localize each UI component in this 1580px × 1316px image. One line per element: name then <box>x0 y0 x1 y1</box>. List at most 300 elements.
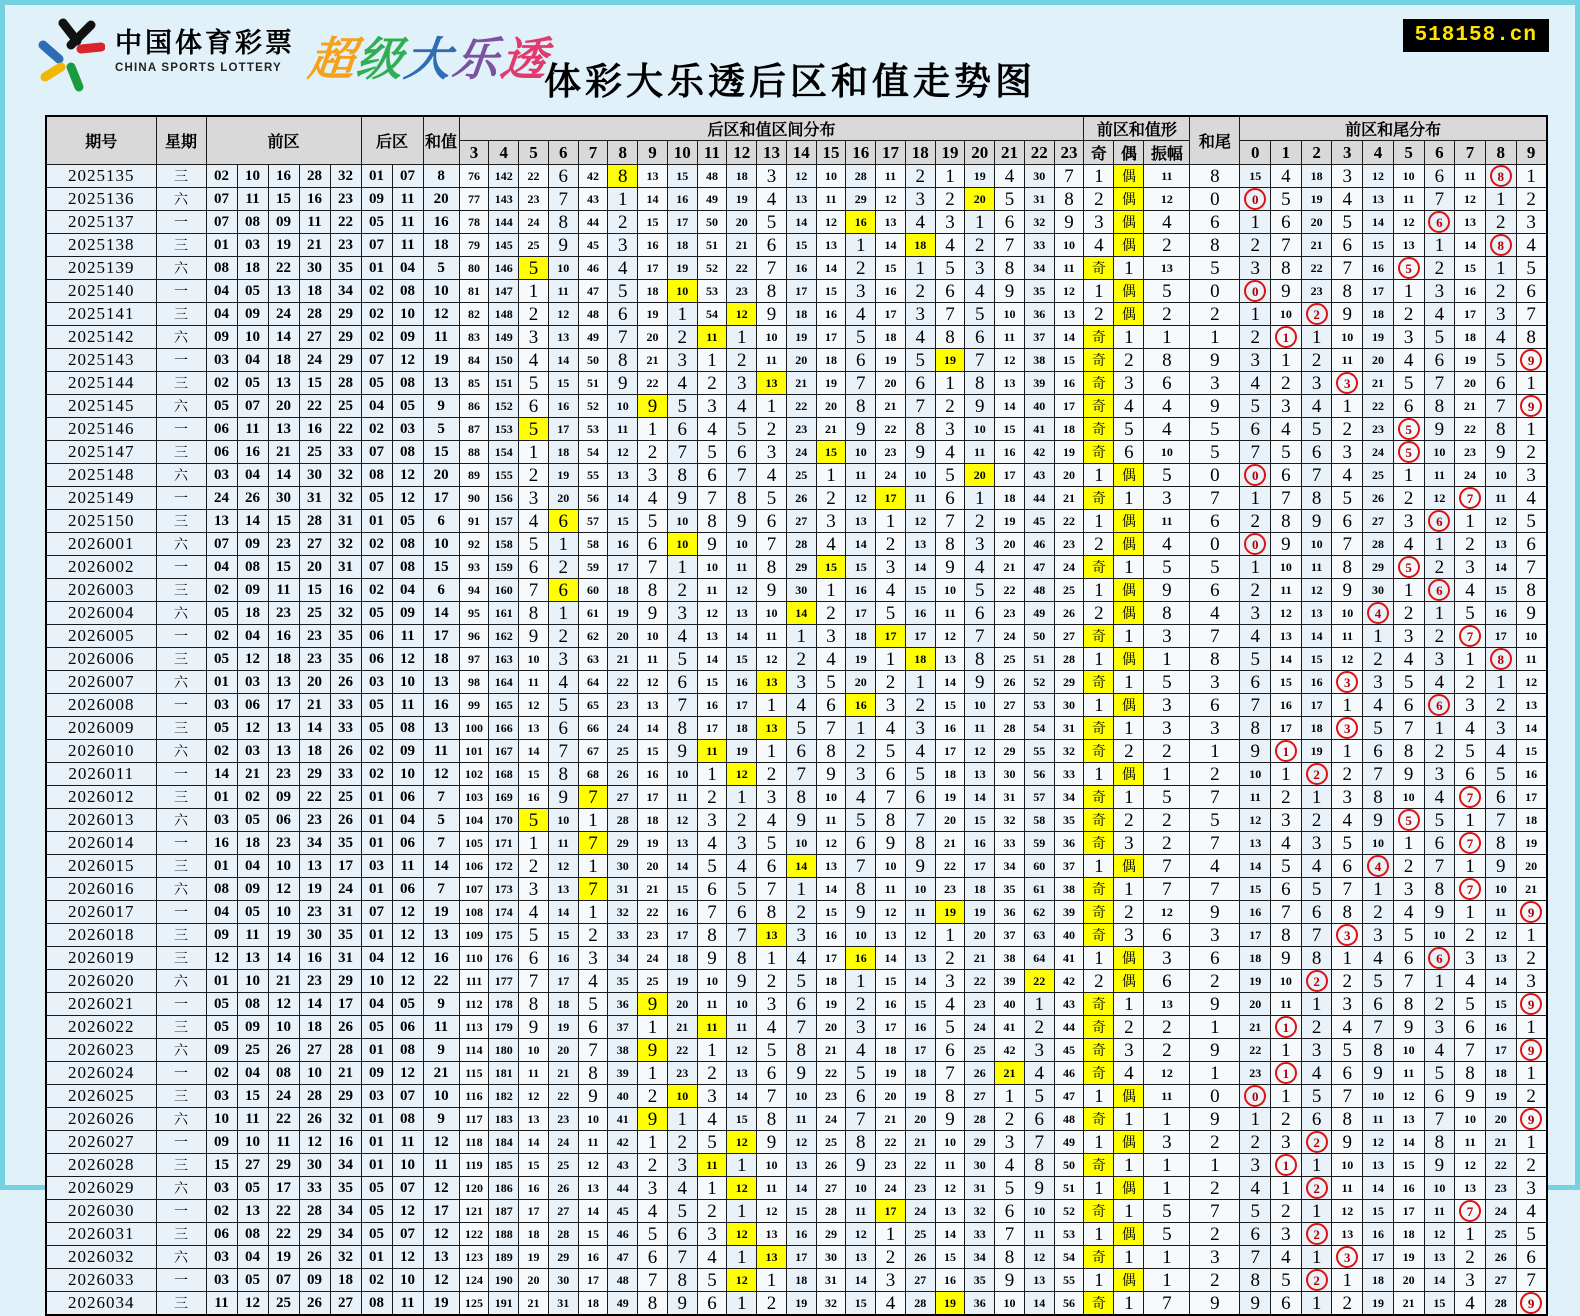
table-row <box>46 809 1547 832</box>
front-number-cell: 25 <box>237 1039 268 1062</box>
mid-miss-cell: 13 <box>846 1246 876 1269</box>
even-cell: 偶 <box>1114 1131 1144 1154</box>
mid-miss-cell: 7 <box>727 924 757 947</box>
tail-miss-cell: 18 <box>1301 165 1332 188</box>
tail-miss-cell: 21 <box>1393 1292 1424 1316</box>
mid-miss-cell: 7 <box>578 1039 608 1062</box>
tail-miss-cell: 1 <box>1516 372 1547 395</box>
front-number-cell: 19 <box>268 234 299 257</box>
mid-miss-cell: 4 <box>519 349 549 372</box>
tail-miss-cell: 13 <box>1301 602 1332 625</box>
amplitude-cell: 1 <box>1144 1246 1190 1269</box>
sum-tail-cell: 7 <box>1190 1200 1240 1223</box>
mid-miss-cell: 31 <box>995 786 1025 809</box>
mid-miss-cell: 24 <box>995 625 1025 648</box>
tail-miss-cell: 8 <box>1301 487 1332 510</box>
mid-miss-cell: 6 <box>876 763 906 786</box>
mid-miss-cell: 10 <box>995 1292 1025 1316</box>
sum-cell: 12 <box>423 1131 459 1154</box>
mid-miss-cell: 9 <box>965 395 995 418</box>
mid-miss-cell: 1 <box>578 809 608 832</box>
front-number-cell: 03 <box>206 1177 237 1200</box>
week-cell: 三 <box>156 234 206 257</box>
back-number-cell: 05 <box>392 510 423 533</box>
mid-miss-cell: 85 <box>459 372 489 395</box>
product-char: 级 <box>353 33 408 85</box>
mid-miss-cell: 25 <box>519 234 549 257</box>
back-number-cell: 05 <box>361 372 392 395</box>
mid-hit-cell: 18 <box>905 234 935 257</box>
mid-miss-cell: 4 <box>905 326 935 349</box>
header-tail-col: 9 <box>1516 141 1547 165</box>
tail-hit-circle: 1 <box>1275 1062 1297 1084</box>
front-number-cell: 29 <box>299 763 330 786</box>
front-number-cell: 30 <box>299 1154 330 1177</box>
tail-miss-cell: 8 <box>1240 1269 1271 1292</box>
front-number-cell: 24 <box>330 878 361 901</box>
front-number-cell: 22 <box>268 1223 299 1246</box>
mid-miss-cell: 3 <box>519 878 549 901</box>
tail-hit-circle: 9 <box>1520 993 1542 1015</box>
mid-miss-cell: 11 <box>846 1200 876 1223</box>
tail-miss-cell: 24 <box>1363 441 1394 464</box>
amplitude-cell: 2 <box>1144 1016 1190 1039</box>
front-number-cell: 13 <box>299 855 330 878</box>
tail-miss-cell: 7 <box>1424 855 1455 878</box>
tail-hit-cell <box>1363 855 1394 878</box>
front-number-cell: 14 <box>206 763 237 786</box>
tail-hit-circle: 5 <box>1398 418 1420 440</box>
tail-miss-cell: 17 <box>1363 280 1394 303</box>
week-cell: 三 <box>156 947 206 970</box>
header-mid-col: 6 <box>548 141 578 165</box>
amplitude-cell: 11 <box>1144 165 1190 188</box>
front-number-cell: 08 <box>268 1062 299 1085</box>
tail-miss-cell: 5 <box>1393 924 1424 947</box>
mid-miss-cell: 3 <box>638 464 668 487</box>
mid-miss-cell: 177 <box>489 970 519 993</box>
front-number-cell: 08 <box>237 211 268 234</box>
week-cell: 一 <box>156 763 206 786</box>
front-number-cell: 14 <box>299 717 330 740</box>
even-cell: 4 <box>1114 1062 1144 1085</box>
tail-miss-cell: 4 <box>1240 625 1271 648</box>
mid-miss-cell: 12 <box>935 625 965 648</box>
mid-miss-cell: 110 <box>459 947 489 970</box>
tail-miss-cell: 4 <box>1516 1200 1547 1223</box>
table-row <box>46 855 1547 878</box>
tail-miss-cell: 24 <box>1485 1200 1516 1223</box>
table-row <box>46 211 1547 234</box>
mid-miss-cell: 40 <box>1024 395 1054 418</box>
mid-hit-cell: 6 <box>548 579 578 602</box>
front-number-cell: 27 <box>299 1039 330 1062</box>
even-cell: 1 <box>1114 1246 1144 1269</box>
amplitude-cell: 5 <box>1144 1223 1190 1246</box>
sum-tail-cell: 1 <box>1190 1016 1240 1039</box>
front-number-cell: 22 <box>299 395 330 418</box>
week-cell: 六 <box>156 188 206 211</box>
mid-miss-cell: 53 <box>578 418 608 441</box>
tail-miss-cell: 1 <box>1516 418 1547 441</box>
back-number-cell: 11 <box>392 211 423 234</box>
header-mid-col: 19 <box>935 141 965 165</box>
front-number-cell: 13 <box>268 418 299 441</box>
issue-cell: 2026003 <box>46 579 156 602</box>
mid-miss-cell: 5 <box>727 878 757 901</box>
mid-miss-cell: 49 <box>1054 1131 1084 1154</box>
mid-miss-cell: 29 <box>1054 671 1084 694</box>
tail-miss-cell: 8 <box>1363 1039 1394 1062</box>
tail-miss-cell: 17 <box>1393 1200 1424 1223</box>
tail-miss-cell: 8 <box>1424 878 1455 901</box>
mid-hit-cell: 19 <box>935 901 965 924</box>
mid-miss-cell: 44 <box>1054 1016 1084 1039</box>
mid-miss-cell: 9 <box>786 809 816 832</box>
mid-miss-cell: 153 <box>489 418 519 441</box>
tail-miss-cell: 15 <box>1424 1292 1455 1316</box>
sum-tail-cell: 9 <box>1190 1039 1240 1062</box>
even-cell: 偶 <box>1114 165 1144 188</box>
mid-hit-cell: 17 <box>876 625 906 648</box>
mid-miss-cell: 7 <box>697 487 727 510</box>
back-number-cell: 10 <box>392 1269 423 1292</box>
mid-miss-cell: 97 <box>459 648 489 671</box>
table-row <box>46 372 1547 395</box>
front-number-cell: 28 <box>299 510 330 533</box>
issue-cell: 2025145 <box>46 395 156 418</box>
mid-miss-cell: 25 <box>995 648 1025 671</box>
mid-miss-cell: 14 <box>608 487 638 510</box>
mid-miss-cell: 4 <box>846 1039 876 1062</box>
mid-miss-cell: 50 <box>1024 625 1054 648</box>
mid-miss-cell: 31 <box>1054 717 1084 740</box>
front-number-cell: 23 <box>268 602 299 625</box>
tail-miss-cell: 4 <box>1455 579 1486 602</box>
tail-miss-cell: 13 <box>1363 188 1394 211</box>
mid-miss-cell: 2 <box>876 671 906 694</box>
back-number-cell: 05 <box>361 487 392 510</box>
sum-cell: 22 <box>423 970 459 993</box>
week-cell: 三 <box>156 1016 206 1039</box>
tail-hit-circle: 1 <box>1275 326 1297 348</box>
mid-miss-cell: 14 <box>876 234 906 257</box>
header-mid-col: 9 <box>638 141 668 165</box>
odd-cell: 1 <box>1084 1085 1114 1108</box>
mid-miss-cell: 16 <box>519 786 549 809</box>
mid-miss-cell: 2 <box>876 533 906 556</box>
issue-cell: 2026033 <box>46 1269 156 1292</box>
amplitude-cell: 12 <box>1144 901 1190 924</box>
amplitude-cell: 5 <box>1144 786 1190 809</box>
header-mid-col: 23 <box>1054 141 1084 165</box>
tail-miss-cell: 5 <box>1455 993 1486 1016</box>
mid-miss-cell: 13 <box>965 763 995 786</box>
tail-miss-cell: 8 <box>1332 1108 1363 1131</box>
mid-miss-cell: 32 <box>995 809 1025 832</box>
week-cell: 一 <box>156 280 206 303</box>
front-number-cell: 16 <box>237 441 268 464</box>
mid-miss-cell: 19 <box>519 1246 549 1269</box>
tail-miss-cell: 11 <box>1485 487 1516 510</box>
mid-miss-cell: 14 <box>697 648 727 671</box>
issue-cell: 2026006 <box>46 648 156 671</box>
front-number-cell: 04 <box>206 303 237 326</box>
front-number-cell: 34 <box>330 1223 361 1246</box>
table-row <box>46 165 1547 188</box>
back-number-cell: 01 <box>361 1108 392 1131</box>
tail-hit-cell <box>1485 234 1516 257</box>
back-number-cell: 12 <box>392 1246 423 1269</box>
tail-miss-cell: 1 <box>1301 786 1332 809</box>
mid-hit-cell: 17 <box>876 487 906 510</box>
tail-miss-cell: 3 <box>1240 257 1271 280</box>
mid-miss-cell: 18 <box>995 487 1025 510</box>
mid-miss-cell: 17 <box>638 786 668 809</box>
mid-miss-cell: 19 <box>667 970 697 993</box>
tail-miss-cell: 1 <box>1332 1269 1363 1292</box>
front-number-cell: 23 <box>268 832 299 855</box>
tail-miss-cell: 6 <box>1240 1223 1271 1246</box>
front-number-cell: 32 <box>330 165 361 188</box>
mid-miss-cell: 31 <box>965 1177 995 1200</box>
sum-tail-cell: 2 <box>1190 1269 1240 1292</box>
back-number-cell: 01 <box>361 1154 392 1177</box>
tail-miss-cell: 3 <box>1455 694 1486 717</box>
mid-miss-cell: 176 <box>489 947 519 970</box>
header-mid-col: 7 <box>578 141 608 165</box>
tail-miss-cell: 13 <box>1485 947 1516 970</box>
mid-miss-cell: 30 <box>965 1154 995 1177</box>
mid-miss-cell: 19 <box>876 1062 906 1085</box>
tail-miss-cell: 10 <box>1424 1177 1455 1200</box>
mid-miss-cell: 10 <box>757 1154 787 1177</box>
mid-miss-cell: 50 <box>578 349 608 372</box>
mid-miss-cell: 2 <box>816 602 846 625</box>
mid-miss-cell: 9 <box>905 441 935 464</box>
back-number-cell: 07 <box>361 441 392 464</box>
mid-miss-cell: 26 <box>548 1177 578 1200</box>
tail-miss-cell: 2 <box>1363 648 1394 671</box>
tail-hit-circle: 5 <box>1398 809 1420 831</box>
tail-miss-cell: 17 <box>1271 717 1302 740</box>
tail-miss-cell: 14 <box>1455 234 1486 257</box>
tail-miss-cell: 12 <box>1240 809 1271 832</box>
back-number-cell: 04 <box>392 579 423 602</box>
mid-miss-cell: 54 <box>1054 1246 1084 1269</box>
mid-miss-cell: 115 <box>459 1062 489 1085</box>
tail-miss-cell: 9 <box>1485 441 1516 464</box>
mid-miss-cell: 2 <box>727 349 757 372</box>
mid-miss-cell: 1 <box>667 1108 697 1131</box>
mid-miss-cell: 42 <box>578 165 608 188</box>
mid-miss-cell: 20 <box>846 671 876 694</box>
front-number-cell: 09 <box>299 1269 330 1292</box>
tail-miss-cell: 1 <box>1455 1223 1486 1246</box>
mid-miss-cell: 23 <box>608 694 638 717</box>
mid-hit-cell: 11 <box>697 740 727 763</box>
front-number-cell: 35 <box>330 832 361 855</box>
mid-miss-cell: 16 <box>876 993 906 1016</box>
tail-miss-cell: 20 <box>1516 855 1547 878</box>
issue-cell: 2026025 <box>46 1085 156 1108</box>
mid-miss-cell: 47 <box>1054 1085 1084 1108</box>
front-number-cell: 18 <box>299 1016 330 1039</box>
tail-miss-cell: 17 <box>1485 1039 1516 1062</box>
tail-miss-cell: 5 <box>1363 717 1394 740</box>
mid-miss-cell: 7 <box>935 510 965 533</box>
mid-miss-cell: 24 <box>876 464 906 487</box>
front-number-cell: 06 <box>268 809 299 832</box>
mid-miss-cell: 6 <box>905 786 935 809</box>
tail-miss-cell: 23 <box>1240 1062 1271 1085</box>
tail-miss-cell: 2 <box>1393 303 1424 326</box>
header-tail-col: 2 <box>1301 141 1332 165</box>
table-row <box>46 1154 1547 1177</box>
mid-miss-cell: 4 <box>816 648 846 671</box>
tail-miss-cell: 7 <box>1332 257 1363 280</box>
mid-miss-cell: 5 <box>757 832 787 855</box>
table-row <box>46 1062 1547 1085</box>
mid-miss-cell: 1 <box>757 395 787 418</box>
mid-miss-cell: 170 <box>489 809 519 832</box>
front-number-cell: 14 <box>268 326 299 349</box>
mid-miss-cell: 3 <box>727 832 757 855</box>
front-number-cell: 35 <box>330 257 361 280</box>
tail-miss-cell: 23 <box>1485 1177 1516 1200</box>
tail-miss-cell: 8 <box>1424 395 1455 418</box>
mid-miss-cell: 1 <box>935 372 965 395</box>
tail-miss-cell: 3 <box>1393 625 1424 648</box>
tail-miss-cell: 14 <box>1363 1177 1394 1200</box>
sum-tail-cell: 8 <box>1190 234 1240 257</box>
mid-miss-cell: 9 <box>995 1269 1025 1292</box>
tail-hit-circle: 3 <box>1336 671 1358 693</box>
mid-miss-cell: 2 <box>965 510 995 533</box>
mid-miss-cell: 16 <box>786 1223 816 1246</box>
mid-miss-cell: 29 <box>995 740 1025 763</box>
front-number-cell: 33 <box>299 1177 330 1200</box>
mid-miss-cell: 25 <box>816 1131 846 1154</box>
mid-miss-cell: 7 <box>876 786 906 809</box>
mid-miss-cell: 6 <box>905 372 935 395</box>
tail-hit-circle: 4 <box>1367 602 1389 624</box>
tail-hit-circle: 8 <box>1490 165 1512 187</box>
tail-hit-circle: 5 <box>1398 441 1420 463</box>
tail-miss-cell: 18 <box>1363 1269 1394 1292</box>
front-number-cell: 10 <box>299 1062 330 1085</box>
mid-miss-cell: 6 <box>757 1062 787 1085</box>
tail-hit-cell <box>1301 763 1332 786</box>
tail-miss-cell: 3 <box>1240 349 1271 372</box>
mid-miss-cell: 13 <box>935 648 965 671</box>
mid-miss-cell: 16 <box>816 303 846 326</box>
mid-miss-cell: 15 <box>905 993 935 1016</box>
tail-miss-cell: 11 <box>1393 1062 1424 1085</box>
mid-miss-cell: 167 <box>489 740 519 763</box>
back-number-cell: 01 <box>361 1246 392 1269</box>
mid-miss-cell: 10 <box>905 464 935 487</box>
mid-miss-cell: 13 <box>905 947 935 970</box>
mid-miss-cell: 22 <box>638 901 668 924</box>
tail-hit-circle: 2 <box>1306 1223 1328 1245</box>
back-number-cell: 02 <box>361 740 392 763</box>
tail-miss-cell: 1 <box>1485 188 1516 211</box>
mid-miss-cell: 22 <box>935 855 965 878</box>
mid-miss-cell: 2 <box>786 648 816 671</box>
back-number-cell: 08 <box>392 717 423 740</box>
mid-miss-cell: 11 <box>935 1154 965 1177</box>
table-row <box>46 395 1547 418</box>
mid-miss-cell: 17 <box>905 625 935 648</box>
tail-miss-cell: 19 <box>1363 1292 1394 1316</box>
back-number-cell: 09 <box>361 188 392 211</box>
front-number-cell: 06 <box>206 1223 237 1246</box>
tail-miss-cell: 8 <box>1271 510 1302 533</box>
tail-miss-cell: 21 <box>1363 372 1394 395</box>
mid-miss-cell: 8 <box>548 763 578 786</box>
mid-miss-cell: 43 <box>608 1154 638 1177</box>
mid-miss-cell: 10 <box>965 694 995 717</box>
mid-miss-cell: 19 <box>876 349 906 372</box>
mid-miss-cell: 20 <box>816 1016 846 1039</box>
tail-miss-cell: 1 <box>1516 1062 1547 1085</box>
mid-miss-cell: 37 <box>1054 855 1084 878</box>
mid-hit-cell: 7 <box>578 786 608 809</box>
back-number-cell: 12 <box>392 349 423 372</box>
mid-miss-cell: 23 <box>548 1108 578 1131</box>
tail-miss-cell: 1 <box>1363 878 1394 901</box>
mid-miss-cell: 1 <box>638 418 668 441</box>
mid-miss-cell: 91 <box>459 510 489 533</box>
back-number-cell: 01 <box>361 878 392 901</box>
header-back: 后区 <box>361 116 423 165</box>
mid-miss-cell: 9 <box>667 1292 697 1316</box>
mid-miss-cell: 18 <box>548 441 578 464</box>
mid-miss-cell: 8 <box>757 901 787 924</box>
mid-miss-cell: 7 <box>1054 165 1084 188</box>
front-number-cell: 09 <box>237 878 268 901</box>
tail-miss-cell: 3 <box>1363 671 1394 694</box>
tail-miss-cell: 20 <box>1455 372 1486 395</box>
tail-miss-cell: 23 <box>1363 418 1394 441</box>
mid-miss-cell: 48 <box>697 165 727 188</box>
even-cell: 2 <box>1114 1016 1144 1039</box>
front-number-cell: 19 <box>299 878 330 901</box>
table-row <box>46 1292 1547 1316</box>
mid-miss-cell: 4 <box>757 1016 787 1039</box>
tail-miss-cell: 26 <box>1485 1246 1516 1269</box>
amplitude-cell: 1 <box>1144 648 1190 671</box>
amplitude-cell: 2 <box>1144 740 1190 763</box>
mid-miss-cell: 4 <box>638 487 668 510</box>
mid-miss-cell: 32 <box>1024 211 1054 234</box>
mid-miss-cell: 52 <box>578 395 608 418</box>
mid-miss-cell: 2 <box>965 234 995 257</box>
tail-miss-cell: 1 <box>1271 349 1302 372</box>
mid-miss-cell: 4 <box>697 1108 727 1131</box>
sum-cell: 11 <box>423 740 459 763</box>
front-number-cell: 32 <box>330 487 361 510</box>
tail-miss-cell: 7 <box>1393 970 1424 993</box>
mid-miss-cell: 10 <box>935 1131 965 1154</box>
mid-miss-cell: 25 <box>1054 579 1084 602</box>
front-number-cell: 34 <box>330 1154 361 1177</box>
tail-miss-cell: 17 <box>1240 924 1271 947</box>
tail-miss-cell: 2 <box>1455 671 1486 694</box>
front-number-cell: 20 <box>299 556 330 579</box>
mid-miss-cell: 9 <box>1054 211 1084 234</box>
